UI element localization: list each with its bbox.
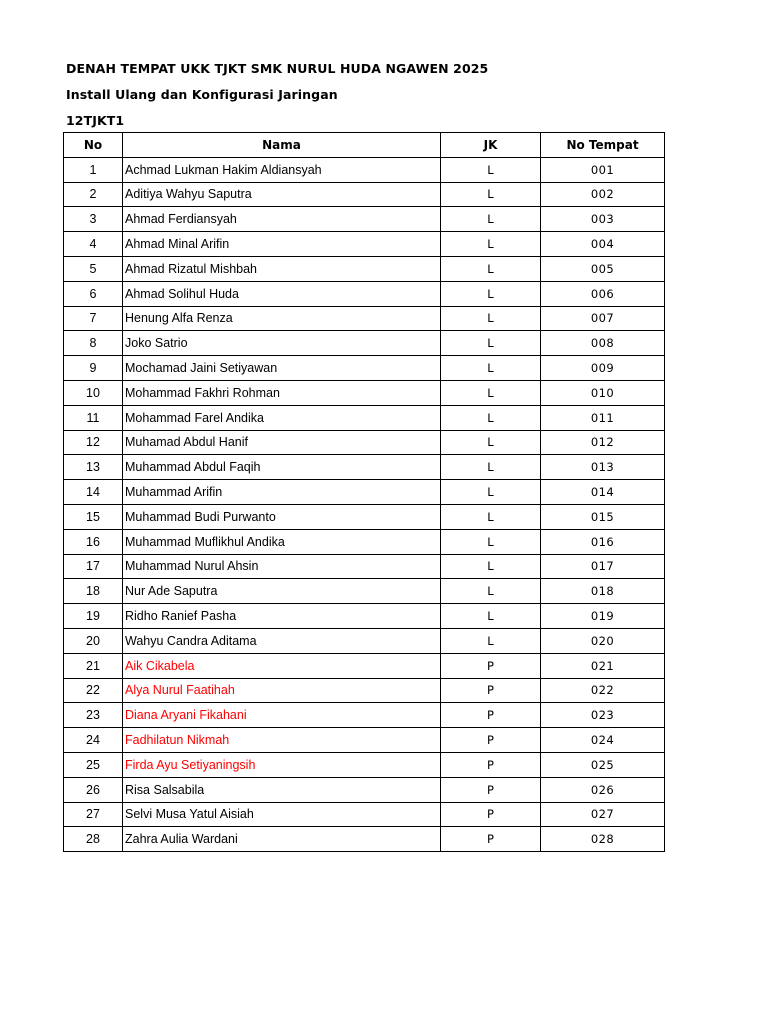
row-number-cell: 23 bbox=[64, 703, 123, 728]
row-number-cell: 21 bbox=[64, 653, 123, 678]
row-number-cell: 12 bbox=[64, 430, 123, 455]
row-number-cell: 11 bbox=[64, 405, 123, 430]
row-number-cell: 15 bbox=[64, 504, 123, 529]
gender-cell: P bbox=[441, 827, 541, 852]
seat-number-cell: 005 bbox=[541, 256, 665, 281]
document-title: DENAH TEMPAT UKK TJKT SMK NURUL HUDA NGAWEN 2025 bbox=[66, 61, 489, 76]
gender-cell: L bbox=[441, 554, 541, 579]
row-number-cell: 19 bbox=[64, 604, 123, 629]
table-row bbox=[64, 430, 665, 455]
student-name-cell: Mohammad Fakhri Rohman bbox=[123, 380, 441, 405]
seat-number-cell: 026 bbox=[541, 777, 665, 802]
table-row bbox=[64, 405, 665, 430]
gender-cell: L bbox=[441, 182, 541, 207]
table-row bbox=[64, 752, 665, 777]
student-name-cell: Muhammad Abdul Faqih bbox=[123, 455, 441, 480]
table-row bbox=[64, 777, 665, 802]
document-subtitle: Install Ulang dan Konfigurasi Jaringan bbox=[66, 87, 338, 102]
seat-number-cell: 023 bbox=[541, 703, 665, 728]
row-number-cell: 18 bbox=[64, 579, 123, 604]
table-row bbox=[64, 604, 665, 629]
seat-number-cell: 010 bbox=[541, 380, 665, 405]
gender-cell: L bbox=[441, 207, 541, 232]
row-number-cell: 13 bbox=[64, 455, 123, 480]
column-header-nama: Nama bbox=[123, 133, 441, 158]
column-header-no: No bbox=[64, 133, 123, 158]
seat-number-cell: 013 bbox=[541, 455, 665, 480]
seat-number-cell: 017 bbox=[541, 554, 665, 579]
table-row bbox=[64, 678, 665, 703]
row-number-cell: 26 bbox=[64, 777, 123, 802]
seat-number-cell: 019 bbox=[541, 604, 665, 629]
table-row bbox=[64, 728, 665, 753]
seat-number-cell: 014 bbox=[541, 480, 665, 505]
seat-number-cell: 006 bbox=[541, 281, 665, 306]
student-name-cell: Mochamad Jaini Setiyawan bbox=[123, 356, 441, 381]
row-number-cell: 27 bbox=[64, 802, 123, 827]
gender-cell: L bbox=[441, 331, 541, 356]
seat-number-cell: 001 bbox=[541, 157, 665, 182]
table-row bbox=[64, 331, 665, 356]
gender-cell: L bbox=[441, 405, 541, 430]
seating-table bbox=[63, 132, 665, 852]
gender-cell: P bbox=[441, 802, 541, 827]
seat-number-cell: 025 bbox=[541, 752, 665, 777]
row-number-cell: 3 bbox=[64, 207, 123, 232]
gender-cell: L bbox=[441, 430, 541, 455]
row-number-cell: 4 bbox=[64, 232, 123, 257]
seat-number-cell: 024 bbox=[541, 728, 665, 753]
gender-cell: L bbox=[441, 256, 541, 281]
seat-number-cell: 022 bbox=[541, 678, 665, 703]
table-row bbox=[64, 157, 665, 182]
seat-number-cell: 021 bbox=[541, 653, 665, 678]
student-name-cell: Joko Satrio bbox=[123, 331, 441, 356]
table-row bbox=[64, 529, 665, 554]
table-row bbox=[64, 480, 665, 505]
student-name-cell: Selvi Musa Yatul Aisiah bbox=[123, 802, 441, 827]
row-number-cell: 28 bbox=[64, 827, 123, 852]
table-row bbox=[64, 306, 665, 331]
row-number-cell: 5 bbox=[64, 256, 123, 281]
seat-number-cell: 018 bbox=[541, 579, 665, 604]
seat-number-cell: 016 bbox=[541, 529, 665, 554]
gender-cell: L bbox=[441, 604, 541, 629]
table-row bbox=[64, 827, 665, 852]
student-name-cell: Achmad Lukman Hakim Aldiansyah bbox=[123, 157, 441, 182]
table-row bbox=[64, 455, 665, 480]
table-row bbox=[64, 281, 665, 306]
seat-number-cell: 027 bbox=[541, 802, 665, 827]
row-number-cell: 10 bbox=[64, 380, 123, 405]
gender-cell: P bbox=[441, 728, 541, 753]
seat-number-cell: 011 bbox=[541, 405, 665, 430]
table-row bbox=[64, 207, 665, 232]
student-name-cell: Firda Ayu Setiyaningsih bbox=[123, 752, 441, 777]
table-row bbox=[64, 802, 665, 827]
row-number-cell: 6 bbox=[64, 281, 123, 306]
table-row bbox=[64, 380, 665, 405]
seat-number-cell: 003 bbox=[541, 207, 665, 232]
student-name-cell: Ridho Ranief Pasha bbox=[123, 604, 441, 629]
gender-cell: L bbox=[441, 380, 541, 405]
row-number-cell: 16 bbox=[64, 529, 123, 554]
student-name-cell: Diana Aryani Fikahani bbox=[123, 703, 441, 728]
student-name-cell: Ahmad Solihul Huda bbox=[123, 281, 441, 306]
gender-cell: L bbox=[441, 157, 541, 182]
student-name-cell: Wahyu Candra Aditama bbox=[123, 628, 441, 653]
table-row bbox=[64, 703, 665, 728]
seat-number-cell: 004 bbox=[541, 232, 665, 257]
row-number-cell: 9 bbox=[64, 356, 123, 381]
gender-cell: L bbox=[441, 579, 541, 604]
row-number-cell: 14 bbox=[64, 480, 123, 505]
row-number-cell: 22 bbox=[64, 678, 123, 703]
table-row bbox=[64, 628, 665, 653]
table-row bbox=[64, 504, 665, 529]
seat-number-cell: 002 bbox=[541, 182, 665, 207]
seat-number-cell: 015 bbox=[541, 504, 665, 529]
table-row bbox=[64, 356, 665, 381]
gender-cell: L bbox=[441, 356, 541, 381]
seat-number-cell: 020 bbox=[541, 628, 665, 653]
student-name-cell: Aik Cikabela bbox=[123, 653, 441, 678]
student-name-cell: Muhammad Arifin bbox=[123, 480, 441, 505]
gender-cell: P bbox=[441, 703, 541, 728]
row-number-cell: 20 bbox=[64, 628, 123, 653]
student-name-cell: Aditiya Wahyu Saputra bbox=[123, 182, 441, 207]
column-header-no-tempat: No Tempat bbox=[541, 133, 665, 158]
table-row bbox=[64, 256, 665, 281]
gender-cell: L bbox=[441, 455, 541, 480]
seat-number-cell: 012 bbox=[541, 430, 665, 455]
student-name-cell: Zahra Aulia Wardani bbox=[123, 827, 441, 852]
table-row bbox=[64, 232, 665, 257]
row-number-cell: 25 bbox=[64, 752, 123, 777]
student-name-cell: Henung Alfa Renza bbox=[123, 306, 441, 331]
student-name-cell: Fadhilatun Nikmah bbox=[123, 728, 441, 753]
table-body bbox=[64, 157, 665, 851]
student-name-cell: Alya Nurul Faatihah bbox=[123, 678, 441, 703]
gender-cell: L bbox=[441, 281, 541, 306]
class-name: 12TJKT1 bbox=[66, 113, 125, 128]
student-name-cell: Muhammad Budi Purwanto bbox=[123, 504, 441, 529]
gender-cell: P bbox=[441, 653, 541, 678]
row-number-cell: 8 bbox=[64, 331, 123, 356]
student-name-cell: Ahmad Minal Arifin bbox=[123, 232, 441, 257]
student-name-cell: Risa Salsabila bbox=[123, 777, 441, 802]
seat-number-cell: 008 bbox=[541, 331, 665, 356]
row-number-cell: 1 bbox=[64, 157, 123, 182]
row-number-cell: 17 bbox=[64, 554, 123, 579]
student-name-cell: Muhamad Abdul Hanif bbox=[123, 430, 441, 455]
table-row bbox=[64, 579, 665, 604]
table-row bbox=[64, 653, 665, 678]
table-row bbox=[64, 554, 665, 579]
student-name-cell: Nur Ade Saputra bbox=[123, 579, 441, 604]
student-name-cell: Ahmad Ferdiansyah bbox=[123, 207, 441, 232]
seat-number-cell: 009 bbox=[541, 356, 665, 381]
row-number-cell: 7 bbox=[64, 306, 123, 331]
gender-cell: P bbox=[441, 678, 541, 703]
gender-cell: L bbox=[441, 529, 541, 554]
row-number-cell: 2 bbox=[64, 182, 123, 207]
gender-cell: P bbox=[441, 777, 541, 802]
column-header-jk: JK bbox=[441, 133, 541, 158]
table-header-row bbox=[64, 133, 665, 158]
student-name-cell: Mohammad Farel Andika bbox=[123, 405, 441, 430]
table-row bbox=[64, 182, 665, 207]
student-name-cell: Ahmad Rizatul Mishbah bbox=[123, 256, 441, 281]
seat-number-cell: 007 bbox=[541, 306, 665, 331]
gender-cell: L bbox=[441, 306, 541, 331]
gender-cell: L bbox=[441, 504, 541, 529]
student-name-cell: Muhammad Muflikhul Andika bbox=[123, 529, 441, 554]
gender-cell: P bbox=[441, 752, 541, 777]
gender-cell: L bbox=[441, 628, 541, 653]
row-number-cell: 24 bbox=[64, 728, 123, 753]
gender-cell: L bbox=[441, 480, 541, 505]
seat-number-cell: 028 bbox=[541, 827, 665, 852]
student-name-cell: Muhammad Nurul Ahsin bbox=[123, 554, 441, 579]
gender-cell: L bbox=[441, 232, 541, 257]
